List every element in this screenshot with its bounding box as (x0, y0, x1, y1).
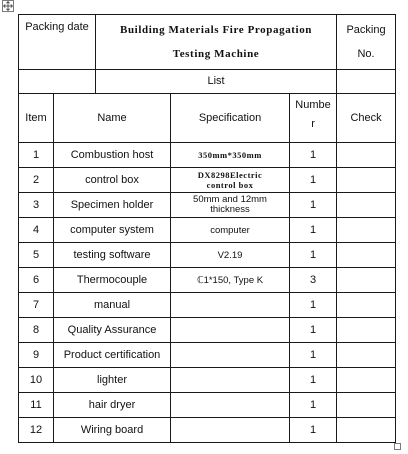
table-move-handle[interactable] (2, 0, 14, 12)
cell-qty: 1 (290, 168, 337, 193)
cell-spec-text: ℂ1*150, Type K (196, 274, 264, 286)
list-label: List (96, 70, 337, 94)
cell-name: Product certification (54, 343, 171, 368)
cell-qty: 1 (290, 318, 337, 343)
cell-check[interactable] (337, 343, 396, 368)
cell-check[interactable] (337, 318, 396, 343)
cell-item: 8 (19, 318, 54, 343)
cell-name: lighter (54, 368, 171, 393)
header-row (19, 15, 396, 70)
cell-spec (171, 393, 290, 418)
cell-spec-line1: 50mm and 12mm (193, 194, 267, 205)
col-header-number-part1: Numbe (295, 99, 331, 111)
table-row (19, 343, 396, 368)
cell-name: Combustion host (54, 143, 171, 168)
cell-name: Thermocouple (54, 268, 171, 293)
table-row (19, 418, 396, 443)
packing-list-table (18, 14, 396, 443)
cell-qty: 1 (290, 343, 337, 368)
cell-item: 4 (19, 218, 54, 243)
cell-qty: 1 (290, 218, 337, 243)
cell-check[interactable] (337, 268, 396, 293)
table-row (19, 268, 396, 293)
cell-spec (171, 168, 290, 193)
cell-spec-text: 350mm*350mm (198, 149, 262, 160)
col-header-specification: Specification (171, 94, 290, 143)
cell-spec (171, 218, 290, 243)
cell-item: 1 (19, 143, 54, 168)
cell-check[interactable] (337, 193, 396, 218)
list-row (19, 70, 396, 94)
machine-title-line2: Testing Machine (172, 48, 260, 60)
table-row (19, 193, 396, 218)
cell-spec-line2: thickness (210, 204, 250, 215)
cell-check[interactable] (337, 293, 396, 318)
cell-spec (171, 193, 290, 218)
cell-qty: 1 (290, 418, 337, 443)
cell-item: 2 (19, 168, 54, 193)
packing-no-line1: Packing (346, 24, 386, 36)
table-row (19, 368, 396, 393)
col-header-number (290, 94, 337, 143)
cell-name: Quality Assurance (54, 318, 171, 343)
cell-item: 5 (19, 243, 54, 268)
cell-item: 11 (19, 393, 54, 418)
cell-qty: 1 (290, 393, 337, 418)
list-empty-cell (19, 70, 96, 94)
col-header-check: Check (337, 94, 396, 143)
table-row (19, 393, 396, 418)
cell-item: 12 (19, 418, 54, 443)
table-row (19, 168, 396, 193)
packing-no-line2: No. (357, 48, 375, 60)
cell-spec (171, 318, 290, 343)
cell-qty: 1 (290, 243, 337, 268)
cell-check[interactable] (337, 368, 396, 393)
packing-no-label (337, 15, 396, 70)
packing-date-label: Packing date (19, 15, 96, 70)
machine-title (96, 15, 337, 70)
cell-check[interactable] (337, 393, 396, 418)
col-header-item: Item (19, 94, 54, 143)
cell-spec (171, 418, 290, 443)
move-arrows-icon (3, 1, 13, 11)
table-row (19, 143, 396, 168)
cell-name: hair dryer (54, 393, 171, 418)
cell-spec-text: V2.19 (217, 249, 243, 261)
cell-spec (171, 368, 290, 393)
cell-qty: 3 (290, 268, 337, 293)
cell-spec-line2: control box (206, 180, 254, 190)
cell-qty: 1 (290, 193, 337, 218)
table-row (19, 243, 396, 268)
cell-item: 6 (19, 268, 54, 293)
cell-spec (171, 343, 290, 368)
col-header-number-part2: r (311, 118, 315, 130)
cell-spec-text: computer (210, 224, 250, 236)
cell-name: Wiring board (54, 418, 171, 443)
cell-check[interactable] (337, 143, 396, 168)
cell-name: Specimen holder (54, 193, 171, 218)
cell-name: testing software (54, 243, 171, 268)
cell-check[interactable] (337, 418, 396, 443)
machine-title-line1: Building Materials Fire Propagation (120, 24, 313, 36)
cell-qty: 1 (290, 368, 337, 393)
cell-spec (171, 268, 290, 293)
col-header-name: Name (54, 94, 171, 143)
cell-name: manual (54, 293, 171, 318)
cell-qty: 1 (290, 143, 337, 168)
column-header-row (19, 94, 396, 143)
cell-item: 3 (19, 193, 54, 218)
cell-spec (171, 293, 290, 318)
cell-item: 7 (19, 293, 54, 318)
table-row (19, 293, 396, 318)
table-row (19, 318, 396, 343)
cell-check[interactable] (337, 168, 396, 193)
cell-qty: 1 (290, 293, 337, 318)
cell-spec-line1: DX8298Electric (197, 170, 263, 180)
cell-check[interactable] (337, 243, 396, 268)
table-row (19, 218, 396, 243)
cell-spec (171, 143, 290, 168)
cell-item: 10 (19, 368, 54, 393)
cell-item: 9 (19, 343, 54, 368)
cell-name: control box (54, 168, 171, 193)
list-empty-cell-right (337, 70, 396, 94)
cell-spec (171, 243, 290, 268)
cell-check[interactable] (337, 218, 396, 243)
cell-name: computer system (54, 218, 171, 243)
table-resize-handle[interactable] (394, 443, 401, 450)
